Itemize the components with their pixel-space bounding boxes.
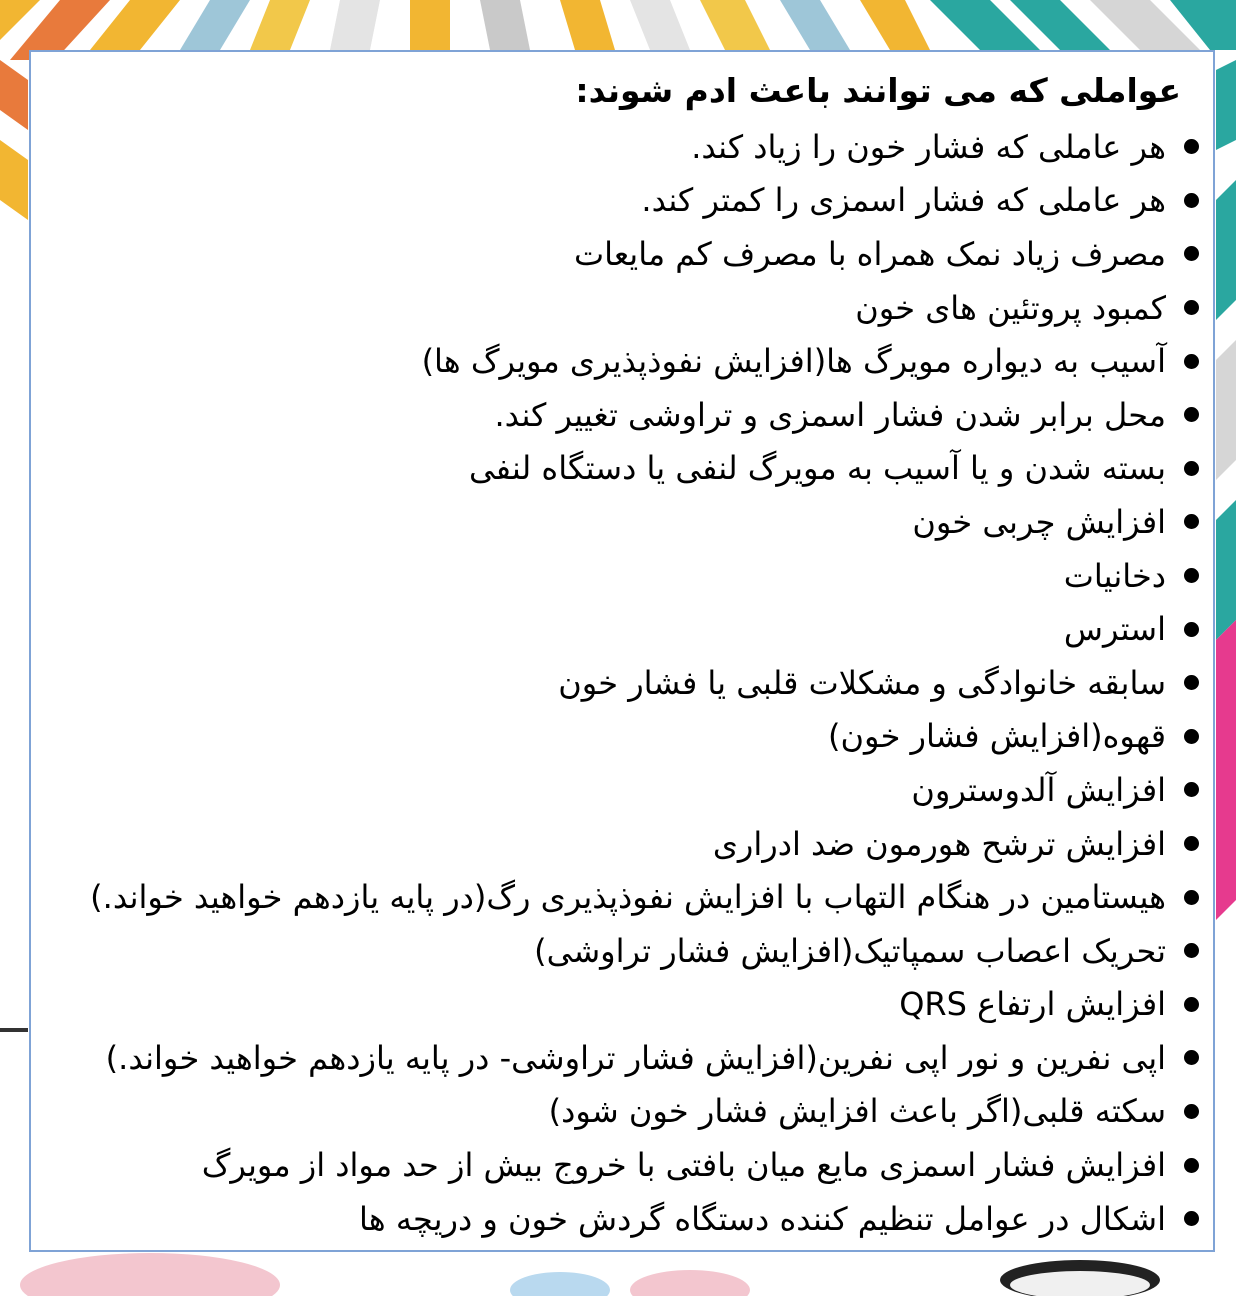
bullet-icon [1184, 890, 1199, 905]
list-item-text: هر عاملی که فشار خون را زیاد کند. [691, 127, 1166, 166]
list-item [90, 442, 1199, 496]
list-item-text: افزایش آلدوسترون [911, 770, 1166, 809]
list-item-text: استرس [1063, 610, 1166, 649]
bullet-icon [1184, 139, 1199, 154]
list-item-text: اپی نفرین و نور اپی نفرین(افزایش فشار تراوشی- در پایه یازدهم خواهید خواند.) [105, 1038, 1166, 1077]
list-item [90, 388, 1199, 442]
bullet-icon [1184, 1050, 1199, 1065]
list-item-text: افزایش ترشح هورمون ضد ادراری [712, 824, 1166, 863]
bullet-icon [1184, 836, 1199, 851]
list-item-text: قهوه(افزایش فشار خون) [828, 717, 1166, 756]
list-item-text: بسته شدن و یا آسیب به مویرگ لنفی یا دستگاه لنفی [468, 449, 1166, 488]
list-item [90, 1085, 1199, 1139]
list-item [90, 1192, 1199, 1246]
list-item-text: سابقه خانوادگی و مشکلات قلبی یا فشار خون [558, 663, 1166, 702]
list-item [90, 978, 1199, 1032]
bullet-icon [1184, 246, 1199, 261]
list-item-text: افزایش فشار اسمزی مایع میان بافتی با خروج بیش از حد مواد از مویرگ [201, 1146, 1166, 1185]
list-item [90, 710, 1199, 764]
list-item [90, 656, 1199, 710]
list-item-text: تحریک اعصاب سمپاتیک(افزایش فشار تراوشی) [534, 931, 1166, 970]
list-item-text: دخانیات [1063, 556, 1166, 595]
list-item-text: افزایش چربی خون [912, 502, 1166, 541]
bullet-icon [1184, 407, 1199, 422]
bullet-icon [1184, 300, 1199, 315]
list-item [90, 227, 1199, 281]
bullet-icon [1184, 675, 1199, 690]
bullet-icon [1184, 997, 1199, 1012]
list-item-text: افزایش ارتفاع QRS [899, 985, 1166, 1024]
list-item [90, 924, 1199, 978]
list-item [90, 1031, 1199, 1085]
bullet-icon [1184, 193, 1199, 208]
factor-list [90, 120, 1199, 1245]
list-item [90, 763, 1199, 817]
list-item [90, 334, 1199, 388]
list-item [90, 174, 1199, 228]
list-item [90, 602, 1199, 656]
heading: عواملی که می توانند باعث ادم شوند: [575, 71, 1181, 110]
list-item-text: مصرف زیاد نمک همراه با مصرف کم مایعات [573, 234, 1166, 273]
bullet-icon [1184, 354, 1199, 369]
bullet-icon [1184, 782, 1199, 797]
list-item [90, 120, 1199, 174]
list-item [90, 549, 1199, 603]
list-item-text: محل برابر شدن فشار اسمزی و تراوشی تغییر کند. [494, 395, 1166, 434]
list-item-text: هیستامین در هنگام التهاب با افزایش نفوذپذیری رگ(در پایه یازدهم خواهید خواند.) [90, 878, 1166, 917]
list-item-text: آسیب به دیواره مویرگ ها(افزایش نفوذپذیری مویرگ ها) [421, 342, 1166, 381]
list-item [90, 281, 1199, 335]
bullet-icon [1184, 622, 1199, 637]
list-item [90, 1138, 1199, 1192]
list-item-text: اشکال در عوامل تنظیم کننده دستگاه گردش خون و دریچه ها [359, 1199, 1166, 1238]
bullet-icon [1184, 1104, 1199, 1119]
bullet-icon [1184, 729, 1199, 744]
bullet-icon [1184, 1158, 1199, 1173]
list-item-text: کمبود پروتئین های خون [855, 288, 1166, 327]
bullet-icon [1184, 568, 1199, 583]
bullet-icon [1184, 943, 1199, 958]
bullet-icon [1184, 514, 1199, 529]
bullet-icon [1184, 1211, 1199, 1226]
content-frame [29, 50, 1215, 1252]
list-item [90, 495, 1199, 549]
bullet-icon [1184, 461, 1199, 476]
list-item-text: هر عاملی که فشار اسمزی را کمتر کند. [641, 181, 1166, 220]
list-item [90, 817, 1199, 871]
list-item-text: سکته قلبی(اگر باعث افزایش فشار خون شود) [548, 1092, 1166, 1131]
list-item [90, 870, 1199, 924]
